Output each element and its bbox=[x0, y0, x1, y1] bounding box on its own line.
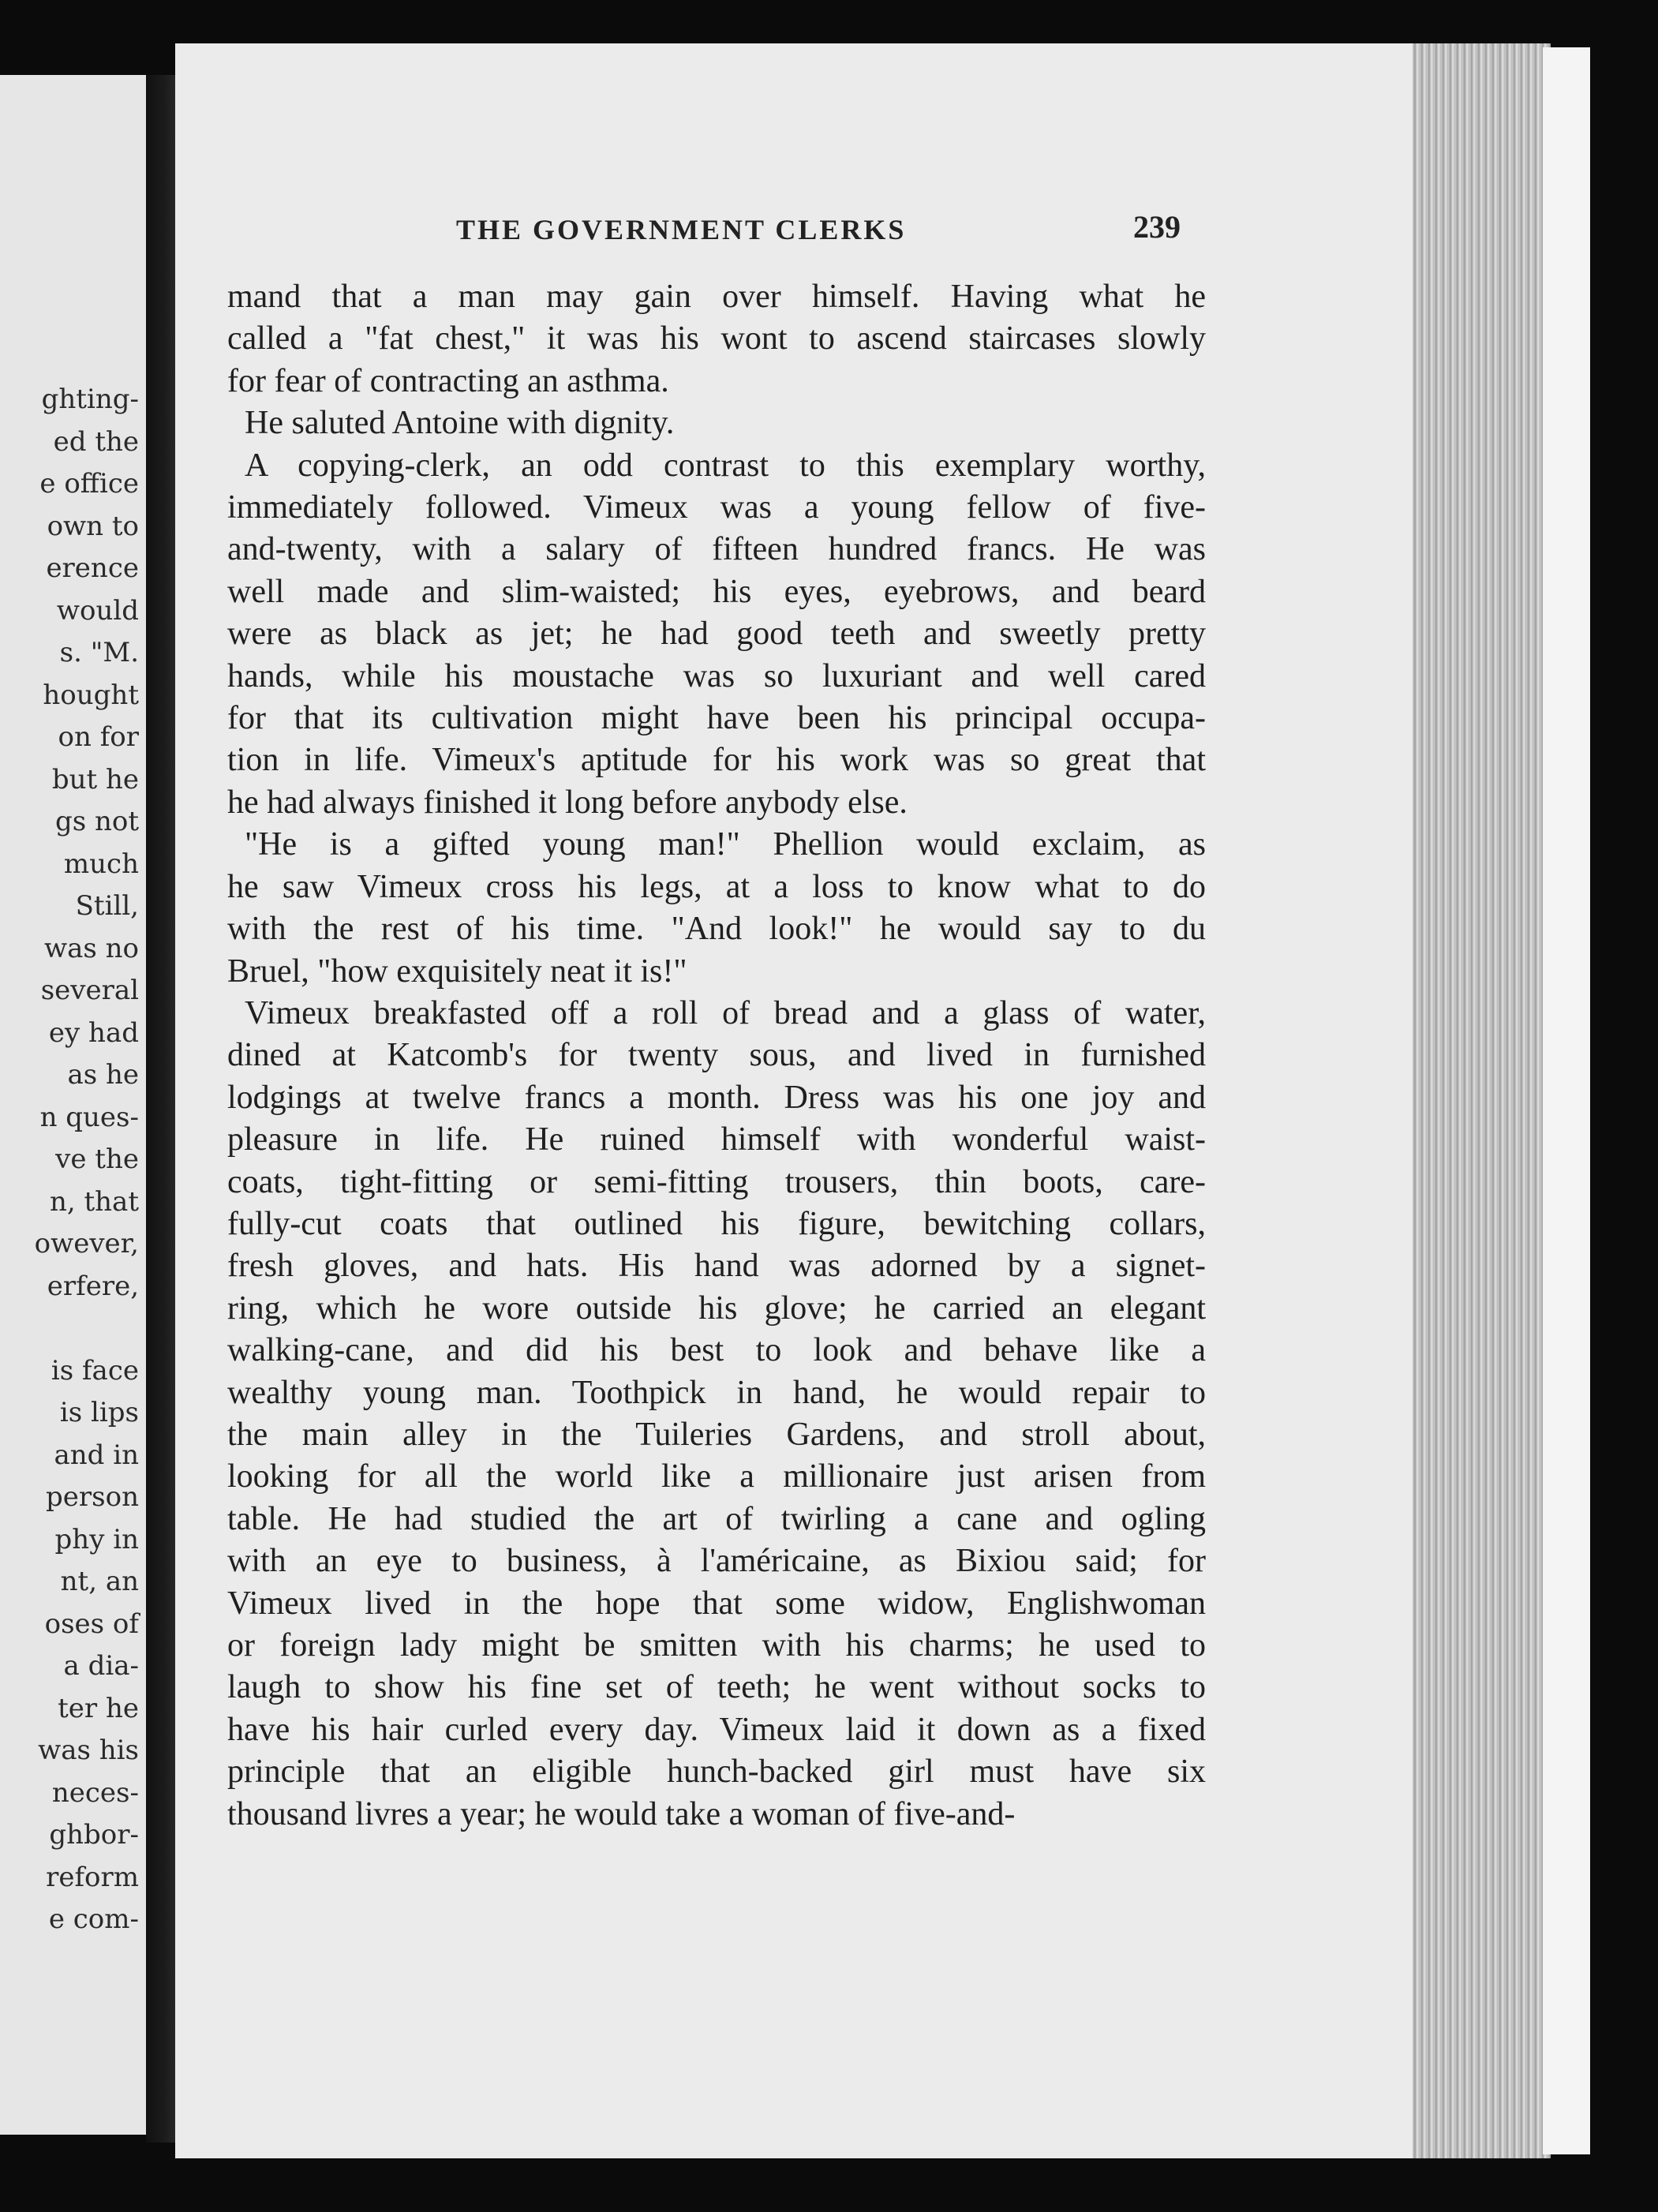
left-page-line: s. "M. bbox=[59, 637, 139, 668]
text-line: called a "fat chest," it was his wont to ascend staircases slowly bbox=[227, 320, 1206, 357]
left-page-line: owever, bbox=[34, 1228, 139, 1259]
left-page-line: reform bbox=[46, 1861, 139, 1893]
text-line: laugh to show his fine set of teeth; he went without socks to bbox=[227, 1669, 1206, 1706]
left-page-line: own to bbox=[47, 510, 139, 542]
text-line: Bruel, "how exquisitely neat it is!" bbox=[227, 953, 687, 990]
text-line: for fear of contracting an asthma. bbox=[227, 362, 669, 399]
left-page-line: several bbox=[40, 975, 139, 1006]
text-line: He saluted Antoine with dignity. bbox=[245, 405, 675, 442]
left-page-line: and in bbox=[54, 1439, 139, 1471]
left-page-line: is face bbox=[51, 1354, 139, 1387]
left-page-line: phy in bbox=[54, 1523, 139, 1555]
text-line: well made and slim-waisted; his eyes, eyebrows, and beard bbox=[227, 573, 1206, 610]
left-page-line: would bbox=[56, 594, 139, 627]
left-page-line: gs not bbox=[54, 806, 139, 837]
text-line: principle that an eligible hunch-backed girl must have six bbox=[227, 1754, 1206, 1791]
running-head: THE GOVERNMENT CLERKS bbox=[456, 214, 907, 245]
page-edge-margin bbox=[1543, 47, 1590, 2154]
text-line: hands, while his moustache was so luxuriant and well cared bbox=[227, 657, 1206, 694]
text-line: "He is a gifted young man!" Phellion would exclaim, as bbox=[245, 826, 1206, 863]
text-line: wealthy young man. Toothpick in hand, he would repair to bbox=[227, 1374, 1206, 1411]
left-page-line: ey had bbox=[48, 1016, 139, 1049]
text-line: coats, tight-fitting or semi-fitting trousers, thin boots, care- bbox=[227, 1163, 1206, 1200]
book-gutter bbox=[146, 75, 178, 2143]
text-line: with the rest of his time. "And look!" he would say to du bbox=[227, 911, 1206, 948]
text-line: Vimeux breakfasted off a roll of bread and a glass of water, bbox=[245, 994, 1206, 1031]
text-line: have his hair curled every day. Vimeux laid it down as a fixed bbox=[227, 1711, 1206, 1748]
left-page-line: was his bbox=[38, 1735, 139, 1766]
text-line: lodgings at twelve francs a month. Dress was his one joy and bbox=[227, 1079, 1206, 1116]
left-page-line: Still, bbox=[75, 890, 139, 922]
text-line: or foreign lady might be smitten with his charms; he used to bbox=[227, 1627, 1206, 1664]
page-edges bbox=[1413, 43, 1551, 2158]
text-line: Vimeux lived in the hope that some widow, Englishwoman bbox=[227, 1585, 1206, 1622]
left-page-line: a dia- bbox=[63, 1650, 139, 1682]
text-line: walking-cane, and did his best to look and behave like a bbox=[227, 1332, 1206, 1369]
left-page-line bbox=[5, 1308, 139, 1350]
page-number: 239 bbox=[1133, 209, 1181, 245]
left-page-line: person bbox=[46, 1481, 139, 1513]
text-line: were as black as jet; he had good teeth and sweetly pretty bbox=[227, 616, 1206, 653]
left-page-line: ed the bbox=[53, 425, 139, 458]
text-line: looking for all the world like a millionaire just arisen from bbox=[227, 1458, 1206, 1495]
left-page-line: ve the bbox=[55, 1143, 139, 1175]
left-page-line: hought bbox=[43, 679, 139, 711]
left-page-text bbox=[5, 379, 139, 1941]
left-page-line: nt, an bbox=[60, 1566, 139, 1597]
text-line: table. He had studied the art of twirling a cane and ogling bbox=[227, 1500, 1206, 1537]
left-page-line: ghting- bbox=[41, 384, 139, 415]
text-line: and-twenty, with a salary of fifteen hundred francs. He was bbox=[227, 531, 1206, 568]
left-page-line: on for bbox=[58, 721, 139, 753]
text-line: he saw Vimeux cross his legs, at a loss to know what to do bbox=[227, 868, 1206, 905]
left-page-line: n ques- bbox=[39, 1101, 139, 1133]
left-facing-page bbox=[0, 75, 150, 2135]
text-line: tion in life. Vimeux's aptitude for his work was so great that bbox=[227, 742, 1206, 779]
text-line: ring, which he wore outside his glove; he carried an elegant bbox=[227, 1289, 1206, 1327]
text-line: thousand livres a year; he would take a woman of five-and- bbox=[227, 1795, 1016, 1832]
text-line: immediately followed. Vimeux was a young fellow of five- bbox=[227, 489, 1206, 526]
body-text bbox=[227, 276, 1206, 1836]
left-page-line: e office bbox=[39, 468, 139, 500]
left-page-line: oses of bbox=[44, 1608, 139, 1640]
left-page-line: ter he bbox=[58, 1692, 139, 1724]
text-line: mand that a man may gain over himself. Having what he bbox=[227, 279, 1206, 315]
left-page-line: erfere, bbox=[47, 1270, 139, 1302]
left-page-line: much bbox=[63, 848, 139, 880]
text-line: he had always finished it long before anybody else. bbox=[227, 784, 908, 821]
text-line: fresh gloves, and hats. His hand was adorned by a signet- bbox=[227, 1248, 1206, 1285]
left-page-line: as he bbox=[67, 1059, 139, 1091]
text-line: A copying-clerk, an odd contrast to this exemplary worthy, bbox=[245, 447, 1206, 484]
left-page-line: was no bbox=[44, 932, 139, 964]
left-page-line: e com- bbox=[48, 1903, 139, 1935]
text-line: pleasure in life. He ruined himself with wonderful waist- bbox=[227, 1121, 1206, 1158]
text-line: fully-cut coats that outlined his figure, bewitching collars, bbox=[227, 1205, 1206, 1242]
text-line: for that its cultivation might have been his principal occupa- bbox=[227, 700, 1206, 737]
left-page-line: but he bbox=[51, 763, 139, 795]
left-page-line: is lips bbox=[59, 1397, 139, 1428]
left-page-line: n, that bbox=[49, 1185, 139, 1218]
text-line: with an eye to business, à l'américaine, as Bixiou said; for bbox=[227, 1543, 1206, 1580]
left-page-line: neces- bbox=[51, 1776, 139, 1809]
text-line: dined at Katcomb's for twenty sous, and lived in furnished bbox=[227, 1037, 1206, 1074]
left-page-line: erence bbox=[46, 552, 139, 584]
left-page-line: ghbor- bbox=[49, 1819, 139, 1851]
text-line: the main alley in the Tuileries Gardens, and stroll about, bbox=[227, 1416, 1206, 1453]
